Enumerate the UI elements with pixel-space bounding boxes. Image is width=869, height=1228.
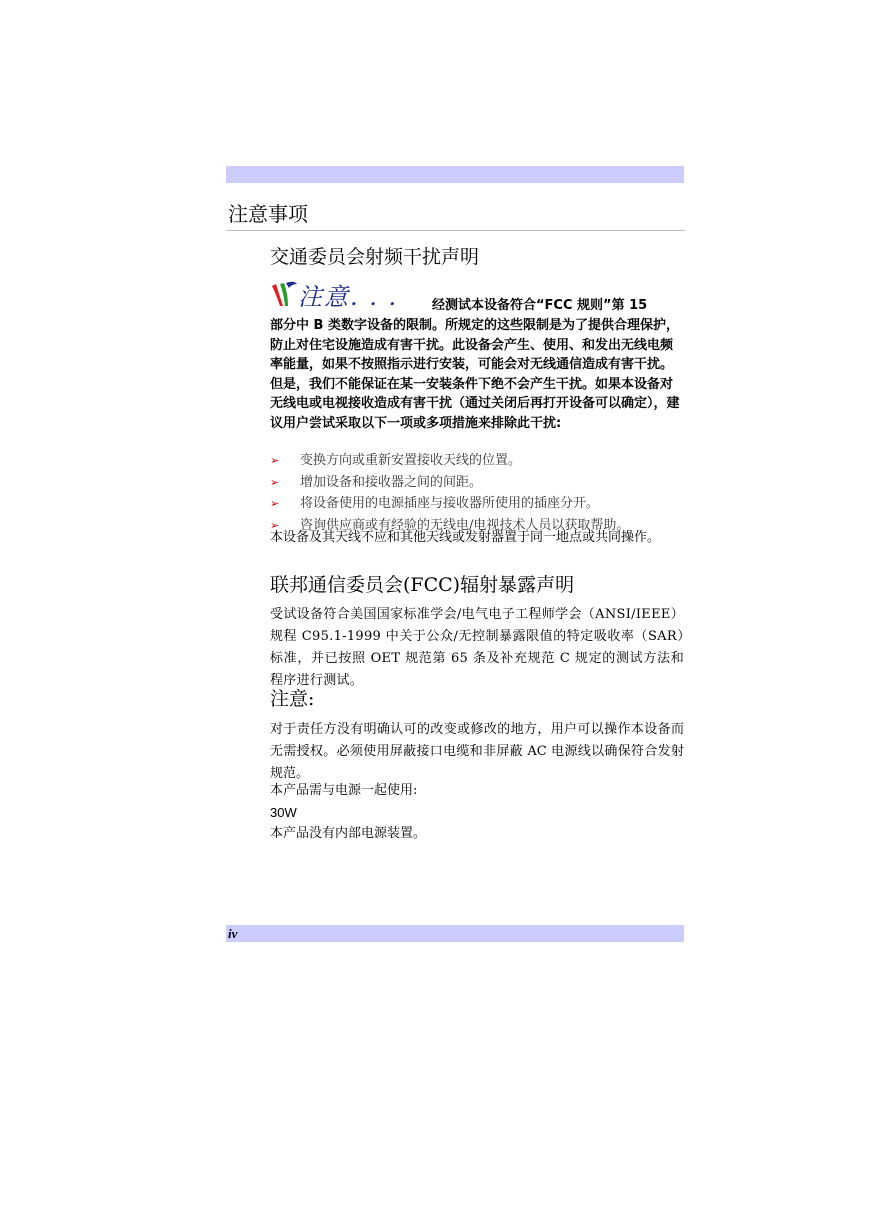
- page-number: iv: [228, 926, 238, 941]
- caution-heading: 注意:: [270, 688, 315, 710]
- footer-bar: [226, 925, 684, 942]
- measures-list: [270, 450, 684, 536]
- list-item: ➢ 增加设备和接收器之间的间距。: [270, 472, 684, 494]
- fcc-interference-heading: 交通委员会射频干扰声明: [270, 246, 480, 268]
- arrow-bullet-icon: ➢: [270, 454, 280, 467]
- arrow-bullet-icon: ➢: [270, 475, 280, 489]
- section-title: 注意事项: [228, 202, 308, 226]
- internal-power-note: 本产品没有内部电源装置。: [270, 826, 427, 841]
- notice-logo-text: 注意. . .: [298, 283, 399, 311]
- list-item: ➢ 变换方向或重新安置接收天线的位置。: [270, 450, 684, 472]
- rf-exposure-text: 受试设备符合美国国家标准学会/电气电子工程师学会（ANSI/IEEE）规程 C95.1-1999 中关于公众/无控制暴露限值的特定吸收率（SAR）标准，并已按照 OET 规范第 65 条及补充规范 C 规定的测试方法和程序进行测试。: [270, 607, 684, 688]
- power-rating: 30W: [270, 805, 297, 820]
- arrow-bullet-icon: ➢: [270, 518, 280, 532]
- antenna-note: 本设备及其天线不应和其他天线或发射器置于同一地点或共同操作。: [270, 530, 661, 545]
- power-requirement-label: 本产品需与电源一起使用:: [270, 783, 418, 798]
- caution-text: 对于责任方没有明确认可的改变或修改的地方，用户可以操作本设备而无需授权。必须使用屏蔽接口电缆和非屏蔽 AC 电源线以确保符合发射规范。: [270, 722, 684, 781]
- list-item: ➢ 将设备使用的电源插座与接收器所使用的插座分开。: [270, 493, 684, 515]
- arrow-bullet-icon: ➢: [270, 497, 280, 510]
- list-item: ➢ 咨询供应商或有经验的无线电/电视技术人员以获取帮助。: [270, 515, 684, 537]
- section-divider: [226, 230, 685, 231]
- statement-body: 部分中 B 类数字设备的限制。所规定的这些限制是为了提供合理保护，防止对住宅设施造成有害干扰。此设备会产生、使用、和发出无线电频率能量，如果不按照指示进行安装，可能会对无线通信造成有害干扰。但是，我们不能保证在某一安装条件下绝不会产生干扰。如果本设备对无线电或电视接收造成有害干扰（通过关闭后再打开设备可以确定），建议用户尝试采取以下一项或多项措施来排除此干扰:: [270, 318, 680, 431]
- statement-first-line: 经测试本设备符合“FCC 规则”第 15: [432, 298, 648, 313]
- notice-logo: [270, 280, 420, 312]
- header-bar: [226, 166, 684, 183]
- rf-exposure-heading: 联邦通信委员会(FCC)辐射暴露声明: [270, 574, 575, 596]
- notice-logo-blue-swoosh: [286, 282, 297, 288]
